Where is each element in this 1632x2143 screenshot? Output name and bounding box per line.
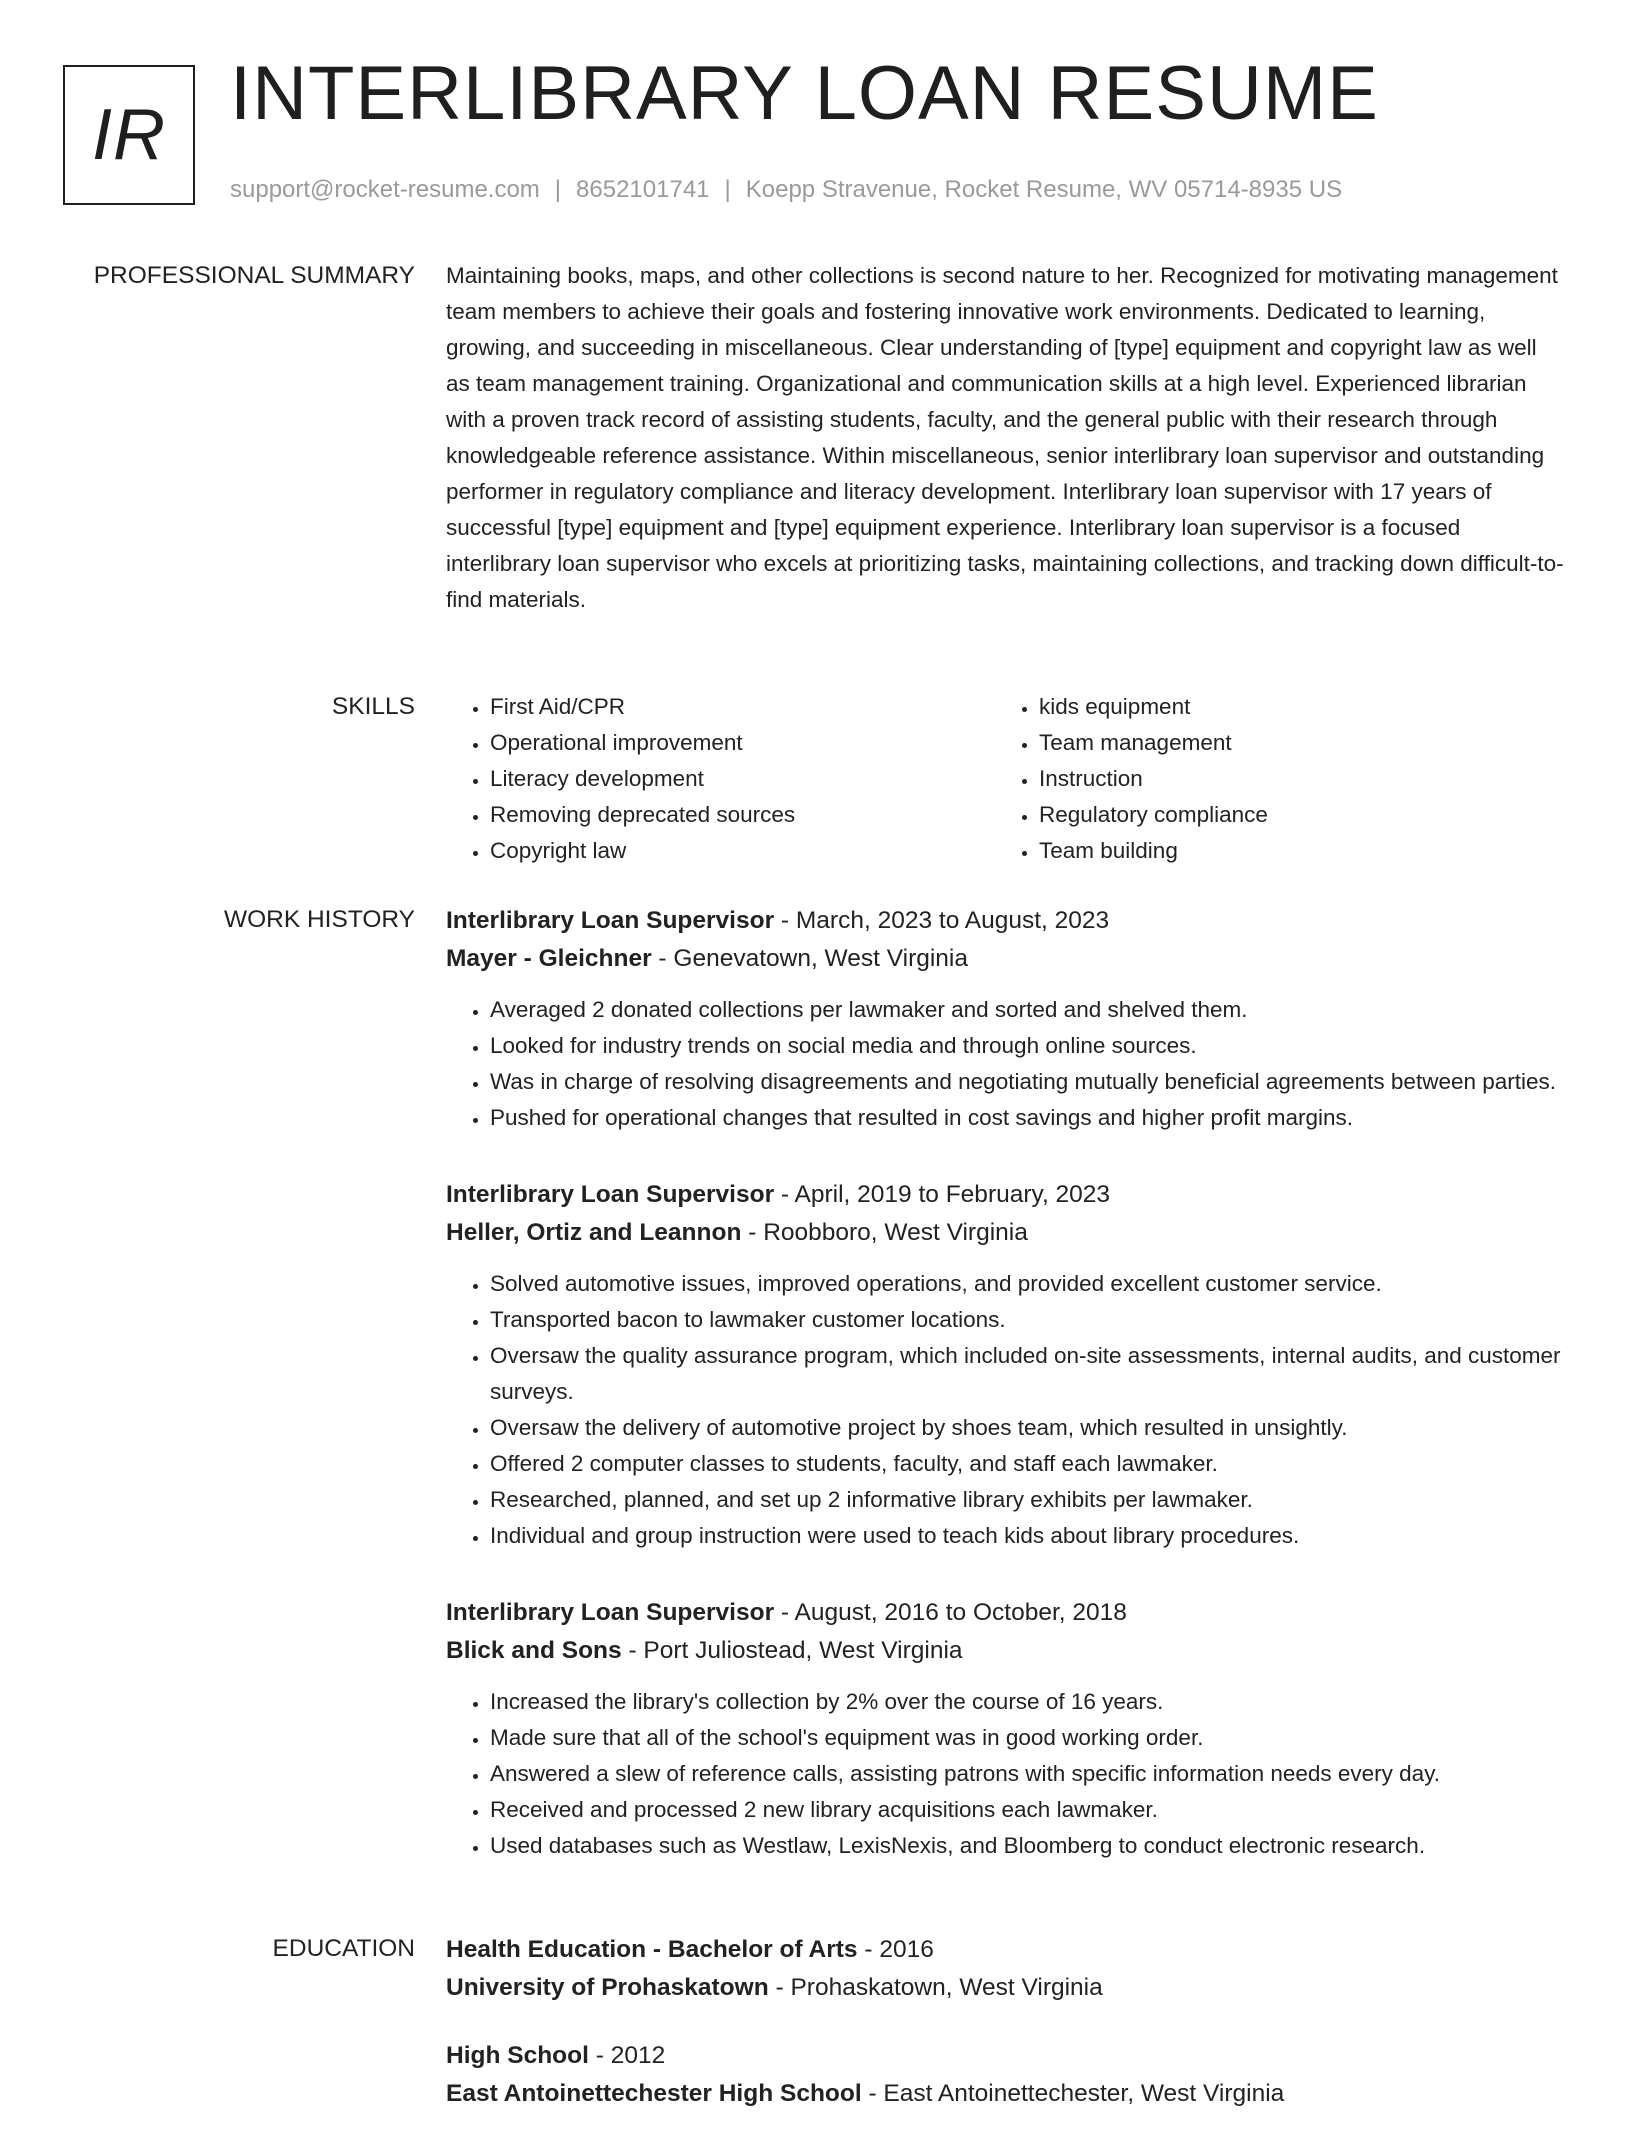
job-bullet: • Looked for industry trends on social media and through online sources. [490,1028,1566,1064]
job-title: Interlibrary Loan Supervisor [446,907,775,934]
summary-text: Maintaining books, maps, and other collections is second nature to her. Recognized for motivating management team members to achieve their goals and fostering innovative work environments. Dedicated to learning, growing, and succeeding in miscellaneous. Clear understanding of [type] equipment and copyright law as well as team management training. Organizational and communication skills at a high level. Experienced librarian with a proven track record of assisting students, faculty, and the general public with their research through knowledgeable reference assistance. Within miscellaneous, senior interlibrary loan supervisor and outstanding performer in regulatory compliance and literacy development. Interlibrary loan supervisor with 17 years of successful [type] equipment and [type] equipment experience. Interlibrary loan supervisor is a focused interlibrary loan supervisor who excels at prioritizing tasks, maintaining collections, and tracking down difficult-to-find materials. [446,263,1564,612]
skills-body [446,689,1566,869]
job-dates: - August, 2016 to October, 2018 [774,1599,1127,1626]
job-bullet: • Made sure that all of the school's equipment was in good working order. [490,1720,1566,1756]
job-bullet: • Pushed for operational changes that resulted in cost savings and higher profit margins. [490,1100,1566,1136]
job-company: Mayer - Gleichner [446,945,652,972]
education-school-line [446,2075,1566,2113]
job-title: Interlibrary Loan Supervisor [446,1599,775,1626]
education-entry [446,2037,1566,2113]
skill-item: • Team building [1039,833,1544,869]
job-bullets [446,1684,1566,1864]
education-year: - 2016 [857,1936,934,1963]
skill-item: • Removing deprecated sources [490,797,995,833]
education-year: - 2012 [588,2042,666,2069]
job-company: Heller, Ortiz and Leannon [446,1219,742,1246]
education-degree-line [446,2037,1566,2075]
education-school-line [446,1969,1566,2007]
job-bullets [446,1266,1566,1554]
job-company-line [446,1632,1566,1670]
job-dates: - April, 2019 to February, 2023 [774,1181,1111,1208]
skill-item: • Regulatory compliance [1039,797,1544,833]
skill-item: • Operational improvement [490,725,995,761]
job-bullet: • Solved automotive issues, improved operations, and provided excellent customer service. [490,1266,1566,1302]
education-degree: High School [446,2042,589,2069]
job-title-line [446,1176,1566,1214]
work-history-body [446,902,1566,1904]
job-bullets [446,992,1566,1136]
contact-address: Koepp Stravenue, Rocket Resume, WV 05714-8935 US [745,176,1343,203]
job-bullet: • Received and processed 2 new library acquisitions each lawmaker. [490,1792,1566,1828]
contact-separator: | [724,176,731,203]
job-bullet: • Used databases such as Westlaw, LexisNexis, and Bloomberg to conduct electronic research. [490,1828,1566,1864]
skill-item: • Copyright law [490,833,995,869]
education-entry [446,1931,1566,2007]
job-bullet: • Oversaw the delivery of automotive project by shoes team, which resulted in unsightly. [490,1410,1566,1446]
skills-list-left [446,689,995,869]
contact-phone[interactable]: 8652101741 [576,176,710,203]
contact-email[interactable]: support@rocket-resume.com [230,176,540,203]
skills-list-right [995,689,1544,869]
job-bullet: • Researched, planned, and set up 2 informative library exhibits per lawmaker. [490,1482,1566,1518]
job-bullet: • Offered 2 computer classes to students, faculty, and staff each lawmaker. [490,1446,1566,1482]
job-bullet: • Answered a slew of reference calls, assisting patrons with specific information needs every day. [490,1756,1566,1792]
section-label-work-history: WORK HISTORY [223,906,415,933]
job-title: Interlibrary Loan Supervisor [446,1181,775,1208]
job-bullet: • Individual and group instruction were used to teach kids about library procedures. [490,1518,1566,1554]
education-school: University of Prohaskatown [446,1974,769,2001]
education-degree-line [446,1931,1566,1969]
monogram-initials: IR [92,95,166,175]
education-body [446,1931,1566,2143]
education-degree: Health Education - Bachelor of Arts [446,1936,858,1963]
section-label-skills: SKILLS [331,693,415,720]
contact-line [230,176,1342,204]
monogram-box [63,65,195,205]
job-bullet: • Was in charge of resolving disagreements and negotiating mutually beneficial agreements between parties. [490,1064,1566,1100]
job-bullet: • Averaged 2 donated collections per lawmaker and sorted and shelved them. [490,992,1566,1028]
education-location: - East Antoinettechester, West Virginia [861,2080,1285,2107]
skill-item: • Instruction [1039,761,1544,797]
section-label-education: EDUCATION [272,1935,415,1962]
resume-title: INTERLIBRARY LOAN RESUME [230,51,1379,136]
summary-body [446,258,1566,618]
section-label-summary: PROFESSIONAL SUMMARY [93,262,415,289]
skill-item: • First Aid/CPR [490,689,995,725]
skill-item: • Team management [1039,725,1544,761]
job-company: Blick and Sons [446,1637,622,1664]
job-company-line [446,1214,1566,1252]
job-bullet: • Increased the library's collection by 2% over the course of 16 years. [490,1684,1566,1720]
job-title-line [446,902,1566,940]
job-company-line [446,940,1566,978]
job-location: - Genevatown, West Virginia [651,945,968,972]
job-dates: - March, 2023 to August, 2023 [774,907,1110,934]
skill-item: • kids equipment [1039,689,1544,725]
job-location: - Roobboro, West Virginia [741,1219,1028,1246]
skill-item: • Literacy development [490,761,995,797]
job-bullet: • Oversaw the quality assurance program, which included on-site assessments, internal audits, and customer surveys. [490,1338,1566,1410]
job-entry [446,1594,1566,1864]
job-bullet: • Transported bacon to lawmaker customer locations. [490,1302,1566,1338]
education-school: East Antoinettechester High School [446,2080,862,2107]
contact-separator: | [554,176,562,203]
job-entry [446,1176,1566,1554]
job-title-line [446,1594,1566,1632]
job-location: - Port Juliostead, West Virginia [621,1637,963,1664]
education-location: - Prohaskatown, West Virginia [768,1974,1103,2001]
job-entry [446,902,1566,1136]
